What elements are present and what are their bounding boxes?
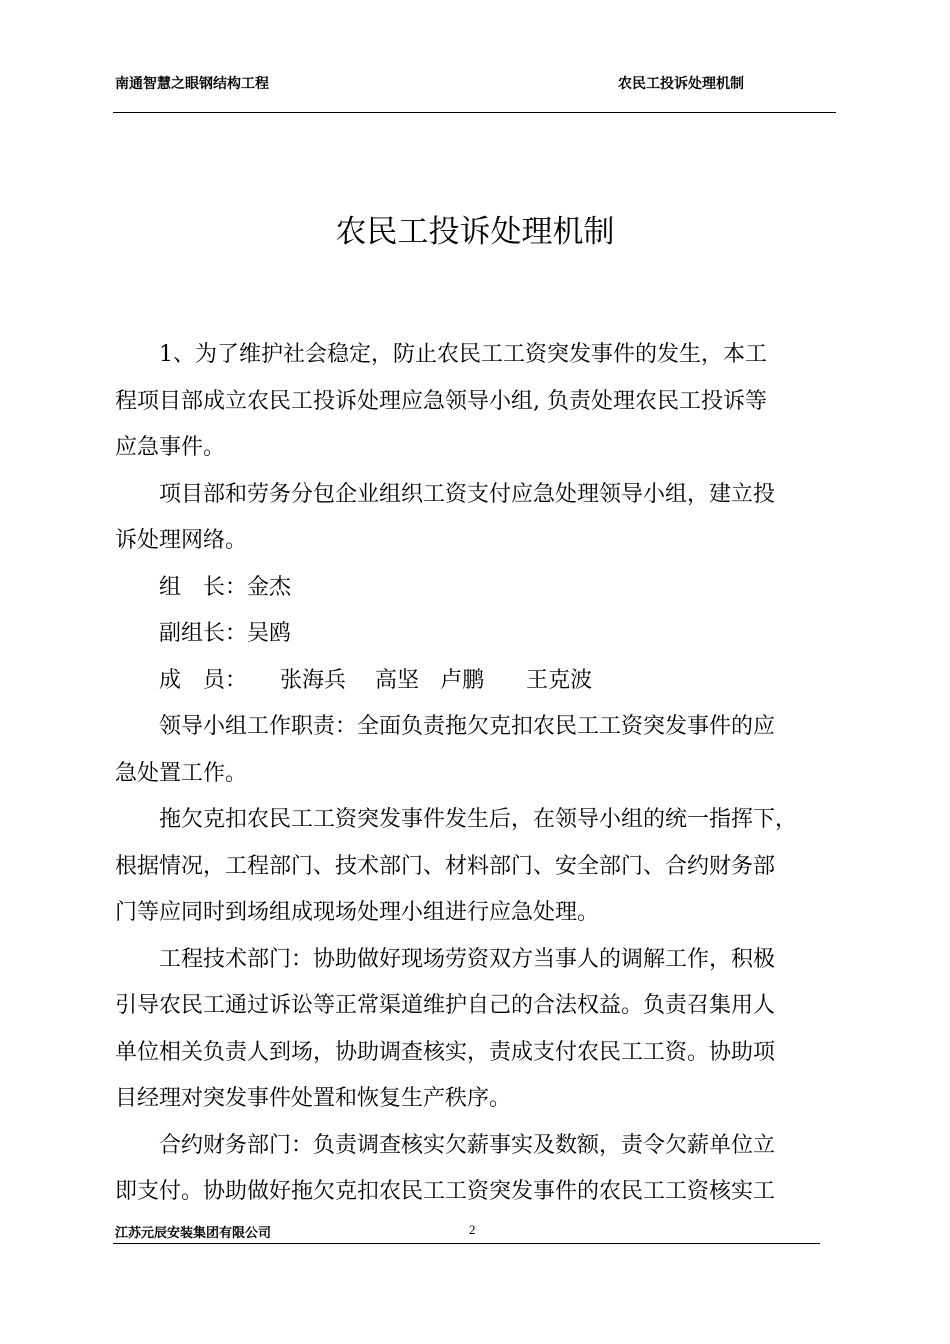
member-name: 王克波 [526,667,593,693]
member-name: 张海兵 [280,667,347,693]
member-name: 高坚 [375,667,420,693]
text-line: 急处置工作。 [115,760,248,786]
deputy-name: 吴鸥 [247,621,292,646]
deputy-label: 副组长： [159,621,248,646]
text-line: 根据情况，工程部门、技术部门、材料部门、安全部门、合约财务部 [115,853,776,879]
members-label-part1: 成 [159,667,182,693]
footer-company-name: 江苏元辰安装集团有限公司 [115,1226,272,1241]
text-line [115,565,835,612]
paragraph-4 [115,797,835,937]
text-line: 门等应同时到场组成现场处理小组进行应急处理。 [115,900,600,925]
member-name: 卢鹏 [440,667,485,693]
paragraph-3 [115,704,835,797]
leader-label-part2: 长： [203,574,248,600]
text-line [115,658,835,705]
text-line: 单位相关负责人到场，协助调查核实，责成支付农民工工资。协助项 [115,1039,776,1065]
paragraph-6 [115,1123,835,1216]
text-line: 引导农民工通过诉讼等正常渠道维护自己的合法权益。负责召集用人 [115,993,776,1018]
text-line: 工程技术部门：协助做好现场劳资双方当事人的调解工作，积极 [159,946,776,972]
leader-line [115,565,835,612]
text-line: 拖欠克扣农民工工资突发事件发生后，在领导小组的统一指挥下， [159,807,798,832]
document-title: 农民工投诉处理机制 [335,214,615,250]
leader-name: 金杰 [247,574,292,600]
header-document-title: 农民工投诉处理机制 [618,76,744,92]
members-label-part2: 员： [203,667,248,693]
text-line: 项目部和劳务分包企业组织工资支付应急处理领导小组，建立投 [159,481,776,507]
text-line: 应急事件。 [115,435,226,460]
text-line: 诉处理网络。 [115,528,248,553]
leader-label-part1: 组 [159,574,182,600]
footer-divider [113,1243,820,1244]
deputy-line [115,611,835,658]
text-line: 即支付。协助做好拖欠克扣农民工工资突发事件的农民工工资核实工 [115,1179,776,1204]
paragraph-1 [115,332,835,472]
text-line: 1、为了维护社会稳定，防止农民工工资突发事件的发生，本工 [159,342,767,367]
text-line: 领导小组工作职责：全面负责拖欠克扣农民工工资突发事件的应 [159,714,776,739]
header-project-name: 南通智慧之眼钢结构工程 [115,76,269,92]
paragraph-5 [115,937,835,1123]
text-line: 程项目部成立农民工投诉处理应急领导小组, 负责处理农民工投诉等 [115,388,767,414]
header-divider [113,112,836,113]
text-line [115,611,835,658]
text-line: 合约财务部门：负责调查核实欠薪事实及数额，责令欠薪单位立 [159,1132,776,1158]
members-line [115,658,835,705]
document-body [115,332,835,1216]
paragraph-2 [115,472,835,565]
page-number: 2 [469,1222,476,1237]
text-line: 目经理对突发事件处置和恢复生产秩序。 [115,1086,512,1111]
